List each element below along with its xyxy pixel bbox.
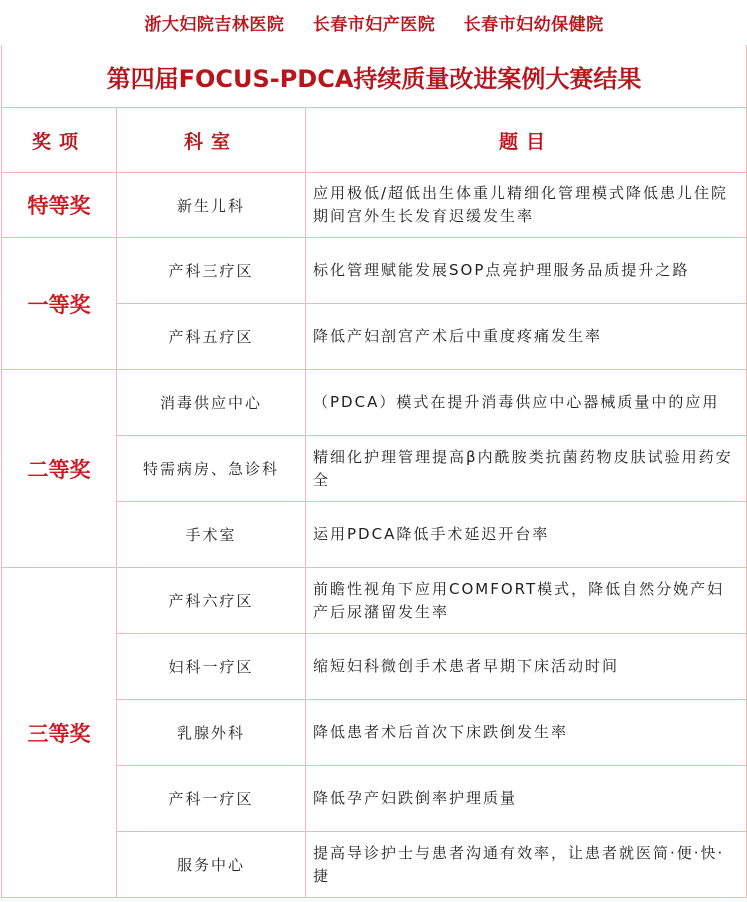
page-title: 第四届FOCUS-PDCA持续质量改进案例大赛结果 [2, 45, 747, 108]
dept-cell: 产科一疗区 [117, 766, 306, 832]
award-second: 二等奖 [2, 370, 117, 568]
dept-cell: 特需病房、急诊科 [117, 436, 306, 502]
table-row [2, 568, 747, 634]
column-header-topic: 题目 [306, 108, 747, 173]
dept-cell: 产科三疗区 [117, 238, 306, 304]
topic-cell: 降低产妇剖宫产术后中重度疼痛发生率 [306, 304, 747, 370]
dept-cell: 产科六疗区 [117, 568, 306, 634]
award-third: 三等奖 [2, 568, 117, 898]
topic-cell: 前瞻性视角下应用COMFORT模式，降低自然分娩产妇产后尿潴留发生率 [306, 568, 747, 634]
topic-cell: 运用PDCA降低手术延迟开台率 [306, 502, 747, 568]
hospital-name: 长春市妇产医院 [312, 15, 436, 35]
dept-cell: 妇科一疗区 [117, 634, 306, 700]
dept-cell: 消毒供应中心 [117, 370, 306, 436]
topic-cell: 降低患者术后首次下床跌倒发生率 [306, 700, 747, 766]
topic-cell: 降低孕产妇跌倒率护理质量 [306, 766, 747, 832]
hospitals-header [2, 1, 747, 45]
hospitals-row [2, 1, 747, 45]
table-row [2, 173, 747, 238]
dept-cell: 新生儿科 [117, 173, 306, 238]
dept-cell: 服务中心 [117, 832, 306, 898]
title-row [2, 45, 747, 108]
table-row [2, 238, 747, 304]
column-header-award: 奖项 [2, 108, 117, 173]
award-special: 特等奖 [2, 173, 117, 238]
topic-cell: 精细化护理管理提高β内酰胺类抗菌药物皮肤试验用药安全 [306, 436, 747, 502]
topic-cell: 应用极低/超低出生体重儿精细化管理模式降低患儿住院期间宫外生长发育迟缓发生率 [306, 173, 747, 238]
topic-cell: 提高导诊护士与患者沟通有效率，让患者就医简·便·快·捷 [306, 832, 747, 898]
table-row [2, 370, 747, 436]
dept-cell: 乳腺外科 [117, 700, 306, 766]
topic-cell: 缩短妇科微创手术患者早期下床活动时间 [306, 634, 747, 700]
results-table [1, 0, 747, 898]
dept-cell: 手术室 [117, 502, 306, 568]
hospital-name: 长春市妇幼保健院 [463, 15, 604, 35]
column-header-dept: 科室 [117, 108, 306, 173]
award-first: 一等奖 [2, 238, 117, 370]
topic-cell: 标化管理赋能发展SOP点亮护理服务品质提升之路 [306, 238, 747, 304]
dept-cell: 产科五疗区 [117, 304, 306, 370]
hospital-name: 浙大妇院吉林医院 [144, 15, 285, 35]
topic-cell: （PDCA）模式在提升消毒供应中心器械质量中的应用 [306, 370, 747, 436]
column-header-row [2, 108, 747, 173]
